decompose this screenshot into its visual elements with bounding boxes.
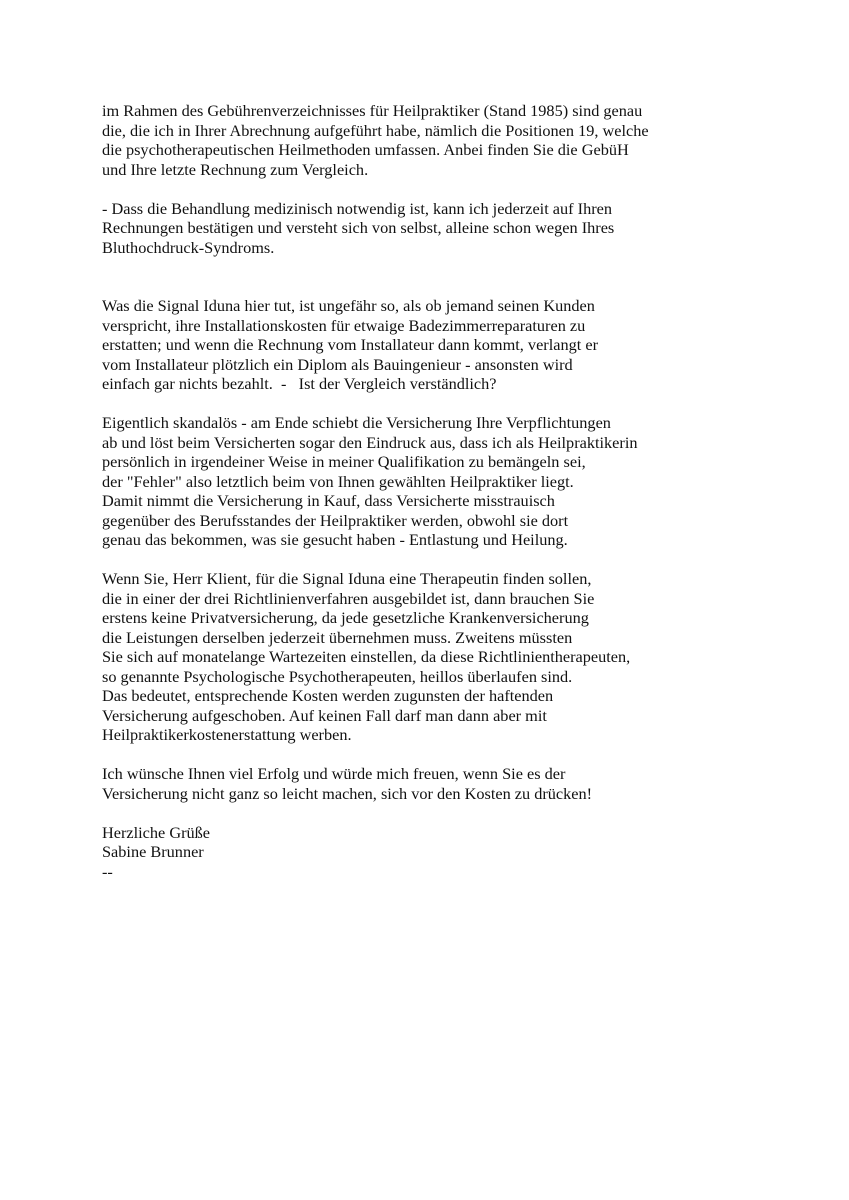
signature-name: Sabine Brunner [102, 842, 204, 861]
text-line: und Ihre letzte Rechnung zum Vergleich. [102, 159, 369, 179]
text-line: Wenn Sie, Herr Klient, für die Signal Iduna eine Therapeutin finden sollen, [102, 569, 592, 588]
text-line: Versicherung nicht ganz so leicht machen, sich vor den Kosten zu drücken! [102, 783, 593, 803]
text-line: verspricht, ihre Installationskosten für etwaige Badezimmerreparaturen zu [102, 315, 586, 335]
text-line: die in einer der drei Richtlinienverfahren ausgebildet ist, dann brauchen Sie [102, 588, 595, 608]
text-line: Damit nimmt die Versicherung in Kauf, dass Versicherte misstrauisch [102, 491, 555, 510]
paragraph-medical-necessity [102, 199, 802, 258]
text-line: gegenüber des Berufsstandes der Heilpraktiker werden, obwohl sie dort [102, 510, 569, 530]
text-line: Ich wünsche Ihnen viel Erfolg und würde mich freuen, wenn Sie es der [102, 764, 566, 783]
paragraph-wishes [102, 764, 802, 803]
paragraph-scandal [102, 413, 802, 550]
letter-body [102, 101, 802, 881]
text-line: persönlich in irgendeiner Weise in meiner Qualifikation zu bemängeln sei, [102, 452, 586, 471]
text-line: erstens keine Privatversicherung, da jede gesetzliche Krankenversicherung [102, 608, 589, 627]
text-line: ab und löst beim Versicherten sogar den Eindruck aus, dass ich als Heilpraktikerin [102, 432, 638, 452]
closing-greeting: Herzliche Grüße [102, 822, 211, 842]
paragraph-comparison [102, 296, 802, 394]
text-line: im Rahmen des Gebührenverzeichnisses für Heilpraktiker (Stand 1985) sind genau [102, 101, 643, 120]
text-line: die, die ich in Ihrer Abrechnung aufgeführt habe, nämlich die Positionen 19, welche [102, 120, 649, 140]
signature-separator: -- [102, 861, 113, 881]
text-line: die psychotherapeutischen Heilmethoden umfassen. Anbei finden Sie die GebüH [102, 140, 629, 159]
text-line: Versicherung aufgeschoben. Auf keinen Fall darf man dann aber mit [102, 705, 547, 725]
text-line: einfach gar nichts bezahlt. - Ist der Vergleich verständlich? [102, 374, 497, 393]
paragraph-therapist [102, 569, 802, 745]
text-line: genau das bekommen, was sie gesucht haben - Entlastung und Heilung. [102, 530, 568, 549]
text-line: Eigentlich skandalös - am Ende schiebt die Versicherung Ihre Verpflichtungen [102, 413, 611, 432]
text-line: so genannte Psychologische Psychotherapeuten, heillos überlaufen sind. [102, 666, 573, 686]
text-line: erstatten; und wenn die Rechnung vom Installateur dann kommt, verlangt er [102, 335, 598, 354]
paragraph-fee-schedule [102, 101, 802, 179]
text-line: Bluthochdruck-Syndroms. [102, 237, 275, 257]
text-line: vom Installateur plötzlich ein Diplom als Bauingenieur - ansonsten wird [102, 354, 573, 374]
text-line: Heilpraktikerkostenerstattung werben. [102, 725, 352, 744]
text-line: Rechnungen bestätigen und versteht sich von selbst, alleine schon wegen Ihres [102, 218, 615, 237]
text-line: - Dass die Behandlung medizinisch notwendig ist, kann ich jederzeit auf Ihren [102, 198, 612, 218]
text-line: Sie sich auf monatelange Wartezeiten einstellen, da diese Richtlinientherapeuten, [102, 647, 631, 666]
text-line: Was die Signal Iduna hier tut, ist ungefähr so, als ob jemand seinen Kunden [102, 296, 595, 315]
text-line: der "Fehler" also letztlich beim von Ihnen gewählten Heilpraktiker liegt. [102, 471, 574, 491]
closing-block [102, 823, 802, 882]
text-line: die Leistungen derselben jederzeit übernehmen muss. Zweitens müssten [102, 627, 573, 647]
text-line: Das bedeutet, entsprechende Kosten werden zugunsten der haftenden [102, 686, 554, 705]
